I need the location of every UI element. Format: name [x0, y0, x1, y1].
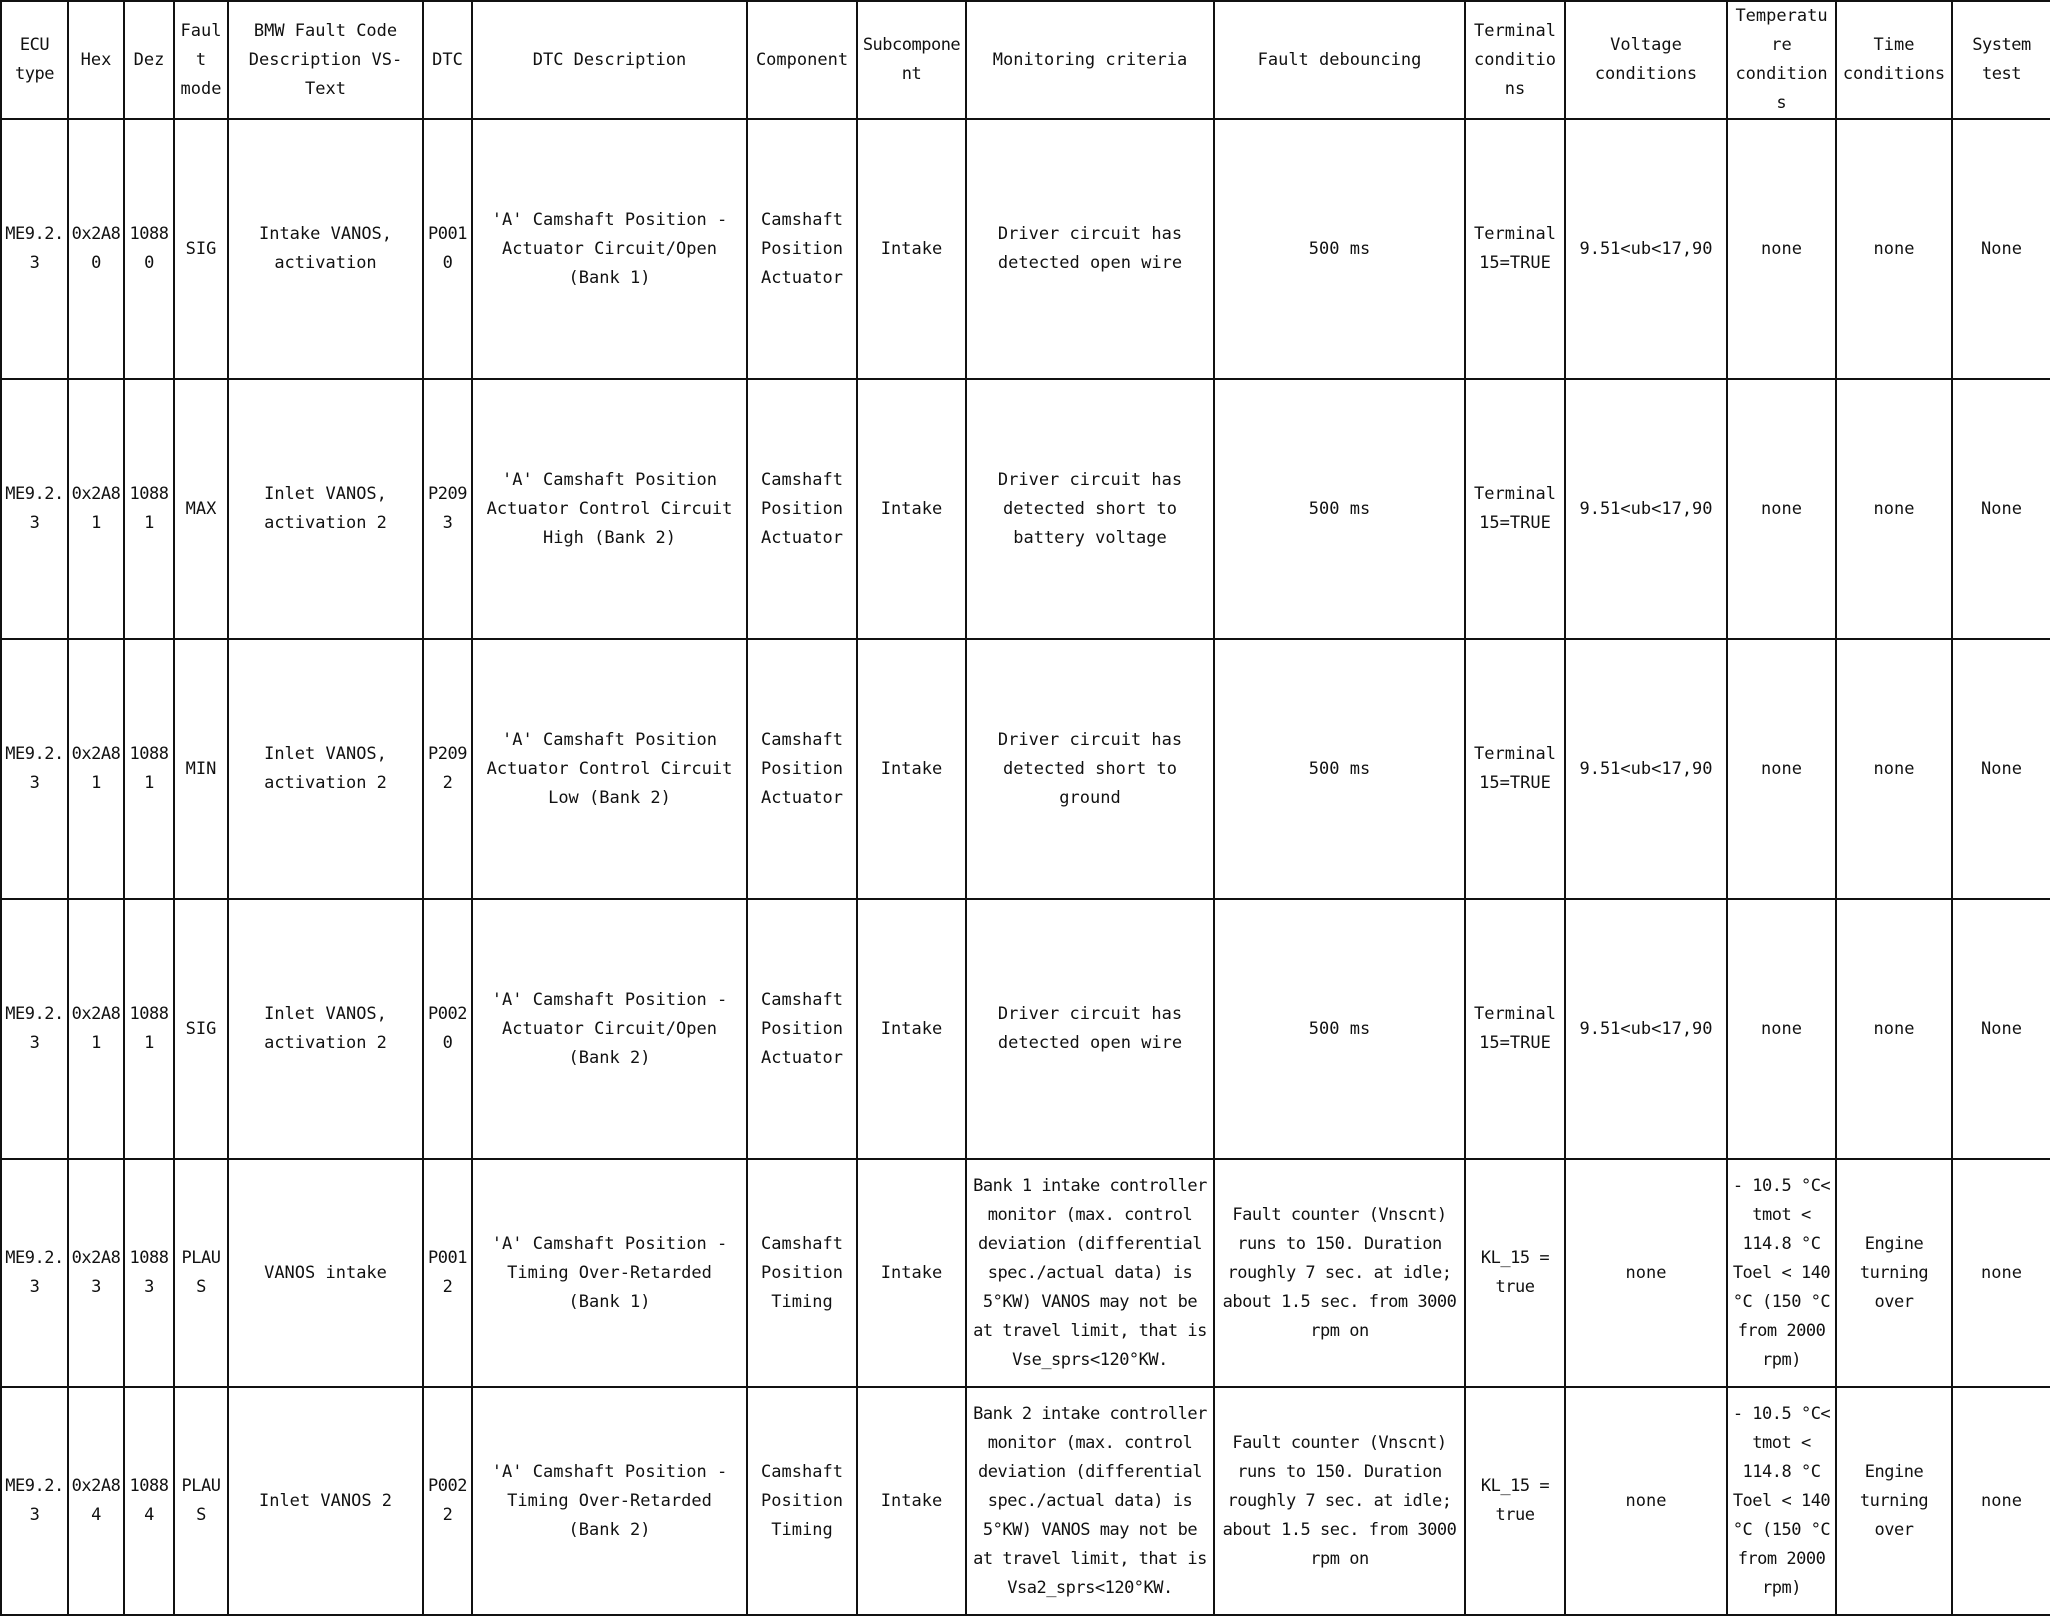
cell-voltage-conditions: 9.51<ub<17,90: [1565, 379, 1727, 639]
header-terminal-conditions: Terminal conditions: [1465, 1, 1565, 119]
cell-subcomponent: Intake: [857, 1387, 966, 1615]
table-row: [1, 119, 2050, 379]
table-row: [1, 1387, 2050, 1615]
cell-subcomponent: Intake: [857, 119, 966, 379]
cell-dtc: P2092: [423, 639, 472, 899]
table-row: [1, 379, 2050, 639]
cell-system-test: none: [1952, 1387, 2050, 1615]
cell-dtc: P0012: [423, 1159, 472, 1387]
header-system-test: System test: [1952, 1, 2050, 119]
cell-component: Camshaft Position Timing: [747, 1159, 857, 1387]
cell-bmw-description: Inlet VANOS, activation 2: [228, 899, 423, 1159]
cell-dtc-description: 'A' Camshaft Position - Timing Over-Retarded (Bank 2): [472, 1387, 747, 1615]
table-row: [1, 1159, 2050, 1387]
cell-fault-mode: PLAUS: [174, 1159, 228, 1387]
header-voltage-conditions: Voltage conditions: [1565, 1, 1727, 119]
cell-monitoring-criteria: Bank 1 intake controller monitor (max. control deviation (differential spec./actual data) is 5°KW) VANOS may not be at travel limit, that is Vse_sprs<120°KW.: [966, 1159, 1214, 1387]
cell-dez: 10883: [124, 1159, 174, 1387]
cell-fault-mode: SIG: [174, 899, 228, 1159]
cell-temperature-conditions: - 10.5 °C< tmot < 114.8 °C Toel < 140 °C (150 °C from 2000 rpm): [1727, 1159, 1836, 1387]
header-component: Component: [747, 1, 857, 119]
cell-hex: 0x2A81: [68, 899, 124, 1159]
cell-temperature-conditions: none: [1727, 899, 1836, 1159]
cell-dtc: P2093: [423, 379, 472, 639]
cell-fault-debouncing: 500 ms: [1214, 639, 1465, 899]
cell-dtc-description: 'A' Camshaft Position Actuator Control Circuit High (Bank 2): [472, 379, 747, 639]
cell-temperature-conditions: - 10.5 °C< tmot < 114.8 °C Toel < 140 °C (150 °C from 2000 rpm): [1727, 1387, 1836, 1615]
cell-dtc: P0022: [423, 1387, 472, 1615]
cell-temperature-conditions: none: [1727, 379, 1836, 639]
cell-ecu-type: ME9.2.3: [1, 379, 68, 639]
cell-time-conditions: none: [1836, 639, 1952, 899]
cell-hex: 0x2A84: [68, 1387, 124, 1615]
header-dtc: DTC: [423, 1, 472, 119]
cell-voltage-conditions: none: [1565, 1159, 1727, 1387]
cell-hex: 0x2A81: [68, 639, 124, 899]
cell-fault-mode: MIN: [174, 639, 228, 899]
cell-dtc: P0010: [423, 119, 472, 379]
cell-time-conditions: Engine turning over: [1836, 1387, 1952, 1615]
cell-ecu-type: ME9.2.3: [1, 1159, 68, 1387]
header-temperature-conditions: Temperature conditions: [1727, 1, 1836, 119]
cell-dez: 10881: [124, 379, 174, 639]
cell-monitoring-criteria: Driver circuit has detected open wire: [966, 119, 1214, 379]
cell-terminal-conditions: KL_15 = true: [1465, 1387, 1565, 1615]
header-fault-debouncing: Fault debouncing: [1214, 1, 1465, 119]
cell-bmw-description: VANOS intake: [228, 1159, 423, 1387]
cell-ecu-type: ME9.2.3: [1, 639, 68, 899]
cell-component: Camshaft Position Actuator: [747, 639, 857, 899]
cell-temperature-conditions: none: [1727, 639, 1836, 899]
cell-bmw-description: Inlet VANOS, activation 2: [228, 639, 423, 899]
cell-subcomponent: Intake: [857, 1159, 966, 1387]
cell-fault-debouncing: 500 ms: [1214, 119, 1465, 379]
cell-bmw-description: Inlet VANOS 2: [228, 1387, 423, 1615]
cell-system-test: none: [1952, 1159, 2050, 1387]
header-bmw-description: BMW Fault Code Description VS-Text: [228, 1, 423, 119]
cell-fault-mode: MAX: [174, 379, 228, 639]
cell-time-conditions: none: [1836, 119, 1952, 379]
cell-terminal-conditions: Terminal 15=TRUE: [1465, 639, 1565, 899]
cell-ecu-type: ME9.2.3: [1, 899, 68, 1159]
header-dez: Dez: [124, 1, 174, 119]
cell-time-conditions: none: [1836, 899, 1952, 1159]
cell-component: Camshaft Position Actuator: [747, 899, 857, 1159]
cell-voltage-conditions: 9.51<ub<17,90: [1565, 639, 1727, 899]
cell-bmw-description: Inlet VANOS, activation 2: [228, 379, 423, 639]
cell-subcomponent: Intake: [857, 379, 966, 639]
cell-subcomponent: Intake: [857, 899, 966, 1159]
cell-monitoring-criteria: Bank 2 intake controller monitor (max. control deviation (differential spec./actual data) is 5°KW) VANOS may not be at travel limit, that is Vsa2_sprs<120°KW.: [966, 1387, 1214, 1615]
cell-system-test: None: [1952, 379, 2050, 639]
cell-fault-mode: SIG: [174, 119, 228, 379]
cell-subcomponent: Intake: [857, 639, 966, 899]
cell-component: Camshaft Position Timing: [747, 1387, 857, 1615]
cell-fault-debouncing: Fault counter (Vnscnt) runs to 150. Duration roughly 7 sec. at idle; about 1.5 sec. from 3000 rpm on: [1214, 1387, 1465, 1615]
cell-system-test: None: [1952, 639, 2050, 899]
cell-dtc-description: 'A' Camshaft Position - Actuator Circuit/Open (Bank 1): [472, 119, 747, 379]
header-time-conditions: Time conditions: [1836, 1, 1952, 119]
table-row: [1, 899, 2050, 1159]
cell-monitoring-criteria: Driver circuit has detected short to ground: [966, 639, 1214, 899]
cell-dez: 10884: [124, 1387, 174, 1615]
table-row: [1, 639, 2050, 899]
header-dtc-description: DTC Description: [472, 1, 747, 119]
cell-fault-debouncing: 500 ms: [1214, 379, 1465, 639]
header-subcomponent: Subcomponent: [857, 1, 966, 119]
cell-temperature-conditions: none: [1727, 119, 1836, 379]
cell-hex: 0x2A81: [68, 379, 124, 639]
cell-dez: 10881: [124, 899, 174, 1159]
header-ecu-type: ECU type: [1, 1, 68, 119]
cell-ecu-type: ME9.2.3: [1, 119, 68, 379]
cell-dez: 10880: [124, 119, 174, 379]
cell-dtc-description: 'A' Camshaft Position - Timing Over-Retarded (Bank 1): [472, 1159, 747, 1387]
cell-system-test: None: [1952, 119, 2050, 379]
cell-system-test: None: [1952, 899, 2050, 1159]
cell-fault-debouncing: Fault counter (Vnscnt) runs to 150. Duration roughly 7 sec. at idle; about 1.5 sec. from 3000 rpm on: [1214, 1159, 1465, 1387]
cell-terminal-conditions: Terminal 15=TRUE: [1465, 119, 1565, 379]
cell-time-conditions: none: [1836, 379, 1952, 639]
cell-fault-mode: PLAUS: [174, 1387, 228, 1615]
cell-voltage-conditions: 9.51<ub<17,90: [1565, 899, 1727, 1159]
cell-terminal-conditions: Terminal 15=TRUE: [1465, 379, 1565, 639]
cell-voltage-conditions: 9.51<ub<17,90: [1565, 119, 1727, 379]
cell-hex: 0x2A83: [68, 1159, 124, 1387]
cell-component: Camshaft Position Actuator: [747, 379, 857, 639]
header-hex: Hex: [68, 1, 124, 119]
cell-voltage-conditions: none: [1565, 1387, 1727, 1615]
cell-fault-debouncing: 500 ms: [1214, 899, 1465, 1159]
header-row: [1, 1, 2050, 119]
cell-monitoring-criteria: Driver circuit has detected short to battery voltage: [966, 379, 1214, 639]
cell-terminal-conditions: KL_15 = true: [1465, 1159, 1565, 1387]
header-fault-mode: Fault mode: [174, 1, 228, 119]
cell-dtc-description: 'A' Camshaft Position - Actuator Circuit/Open (Bank 2): [472, 899, 747, 1159]
cell-terminal-conditions: Terminal 15=TRUE: [1465, 899, 1565, 1159]
cell-time-conditions: Engine turning over: [1836, 1159, 1952, 1387]
cell-hex: 0x2A80: [68, 119, 124, 379]
cell-monitoring-criteria: Driver circuit has detected open wire: [966, 899, 1214, 1159]
cell-ecu-type: ME9.2.3: [1, 1387, 68, 1615]
header-monitoring-criteria: Monitoring criteria: [966, 1, 1214, 119]
cell-dez: 10881: [124, 639, 174, 899]
cell-component: Camshaft Position Actuator: [747, 119, 857, 379]
cell-dtc: P0020: [423, 899, 472, 1159]
cell-dtc-description: 'A' Camshaft Position Actuator Control Circuit Low (Bank 2): [472, 639, 747, 899]
cell-bmw-description: Intake VANOS, activation: [228, 119, 423, 379]
